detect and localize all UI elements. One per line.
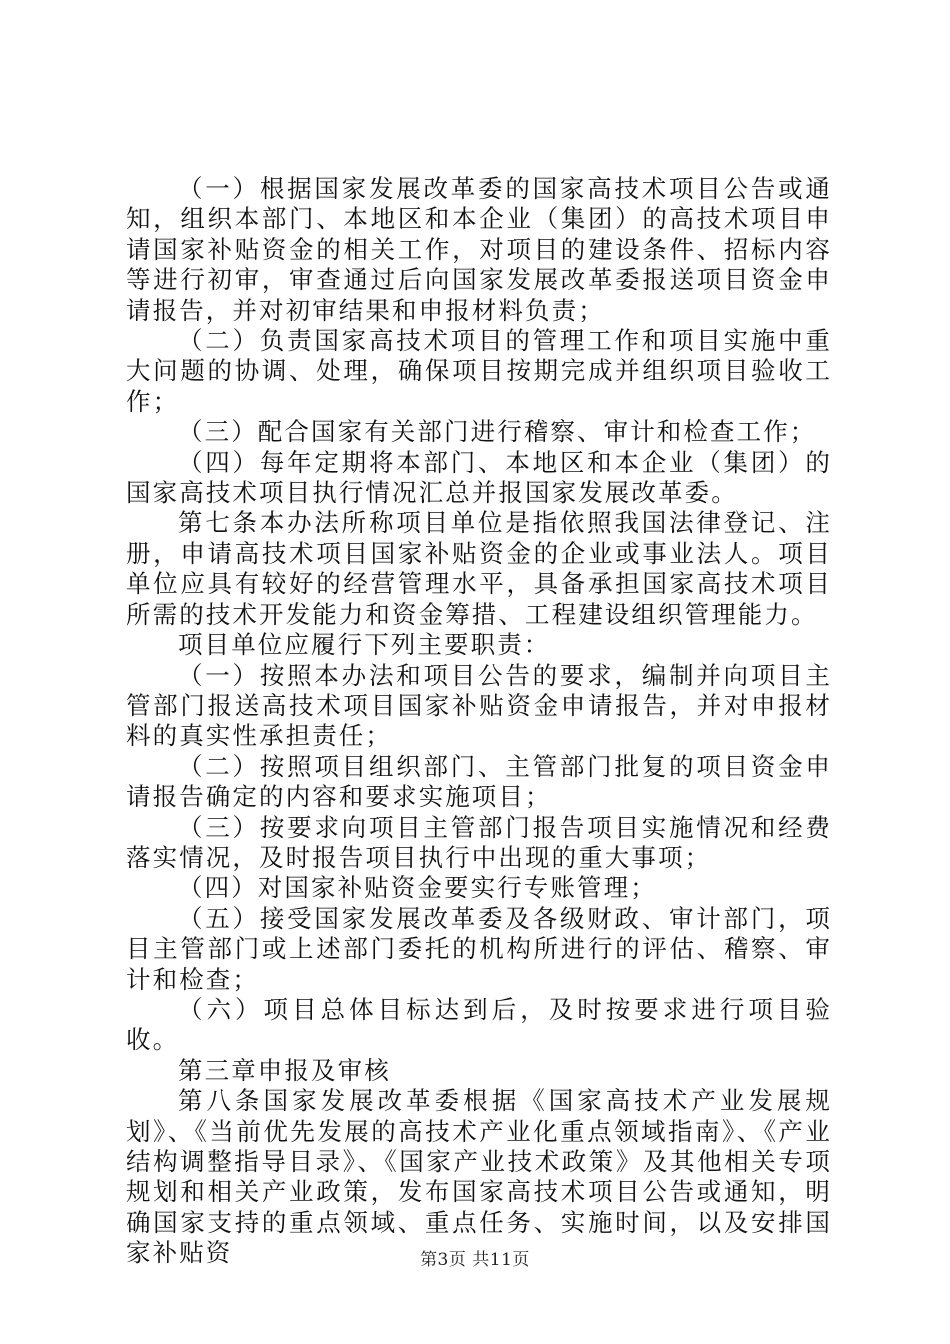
paragraph: （二）负责国家高技术项目的管理工作和项目实施中重大问题的协调、处理，确保项目按期完成并组织项目验收工作； — [126, 326, 832, 416]
paragraph: 第八条国家发展改革委根据《国家高技术产业发展规划》、《当前优先发展的高技术产业化重点领域指南》、《产业结构调整指导目录》、《国家产业技术政策》及其他相关专项规划和相关产业政策，发布国家高技术项目公告或通知，明确国家支持的重点领域、重点任务、实施时间，以及安排国家补贴资 — [126, 1086, 832, 1268]
paragraph: 第七条本办法所称项目单位是指依照我国法律登记、注册，申请高技术项目国家补贴资金的企业或事业法人。项目单位应具有较好的经营管理水平，具备承担国家高技术项目所需的技术开发能力和资金筹措、工程建设组织管理能力。 — [126, 508, 832, 629]
page-number-footer: 第3页 共11页 — [420, 1250, 530, 1270]
paragraph: （四）对国家补贴资金要实行专账管理； — [178, 873, 657, 903]
paragraph: （三）按要求向项目主管部门报告项目实施情况和经费落实情况，及时报告项目执行中出现的重大事项； — [126, 812, 832, 872]
paragraph: （六）项目总体目标达到后，及时按要求进行项目验收。 — [126, 994, 832, 1055]
document-body — [126, 174, 832, 1269]
paragraph: （一）按照本办法和项目公告的要求，编制并向项目主管部门报送高技术项目国家补贴资金申请报告，并对申报材料的真实性承担责任； — [126, 660, 832, 751]
paragraph: （一）根据国家发展改革委的国家高技术项目公告或通知，组织本部门、本地区和本企业（集团）的高技术项目申请国家补贴资金的相关工作，对项目的建设条件、招标内容等进行初审，审查通过后向国家发展改革委报送项目资金申请报告，并对初审结果和申报材料负责； — [126, 174, 832, 325]
paragraph: （二）按照项目组织部门、主管部门批复的项目资金申请报告确定的内容和要求实施项目； — [126, 751, 832, 812]
section-heading: 第三章申报及审核 — [178, 1055, 391, 1085]
paragraph: （三）配合国家有关部门进行稽察、审计和检查工作； — [178, 417, 817, 447]
paragraph: 项目单位应履行下列主要职责： — [178, 630, 551, 660]
paragraph: （四）每年定期将本部门、本地区和本企业（集团）的国家高技术项目执行情况汇总并报国家发展改革委。 — [126, 447, 832, 508]
paragraph: （五）接受国家发展改革委及各级财政、审计部门，项目主管部门或上述部门委托的机构所进行的评估、稽察、审计和检查； — [126, 903, 832, 994]
